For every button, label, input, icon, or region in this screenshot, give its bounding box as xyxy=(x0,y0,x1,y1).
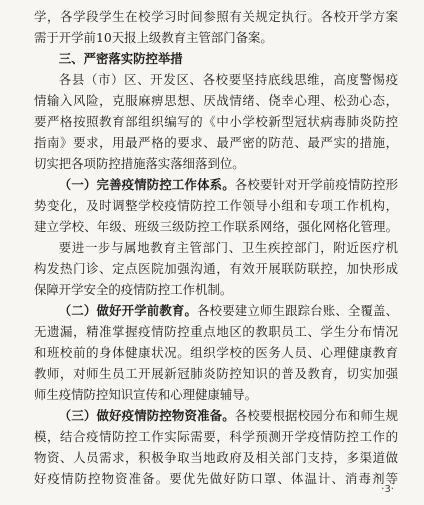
text-line xyxy=(34,90,398,111)
subsection-title: （二）做好开学前教育。 xyxy=(58,303,198,318)
line-text: 情输入风险，克服麻痹思想、厌战情绪、侥幸心理、松劲心态， xyxy=(34,93,398,108)
line-text: 三、严密落实防控举措 xyxy=(58,51,183,66)
line-text: 和班校前的身体健康状况。组织学校的医务人员、心理健康教育 xyxy=(34,345,398,360)
line-text: 各校要建立师生跟踪台账、全覆盖、 xyxy=(197,303,398,318)
text-line xyxy=(34,6,398,27)
document-body xyxy=(34,6,398,489)
line-text: 各县（市）区、开发区、各校要坚持底线思维，高度警惕疫 xyxy=(58,72,398,87)
text-line xyxy=(34,132,398,153)
line-text: 各校要针对开学前疫情防控形 xyxy=(234,177,398,192)
text-line xyxy=(34,321,398,342)
text-line xyxy=(34,300,398,321)
line-text: 需于开学前10天报上级教育主管部门备案。 xyxy=(34,30,273,45)
text-line xyxy=(34,384,398,405)
text-line xyxy=(34,153,398,174)
text-line xyxy=(34,237,398,258)
line-text: 学，各学段学生在校学习时间参照有关规定执行。各校开学方案 xyxy=(34,9,398,24)
text-line xyxy=(34,195,398,216)
text-line xyxy=(34,216,398,237)
text-line xyxy=(34,258,398,279)
line-text: 构发热门诊、定点医院加强沟通，有效开展联防联控，加快形成 xyxy=(34,261,398,276)
line-text: 物资、人员需求，积极争取当地政府及相关部门支持，多渠道做 xyxy=(34,450,398,465)
section-heading xyxy=(34,48,398,69)
line-text: 要严格按照教育部组织编写的《中小学校新型冠状病毒肺炎防控 xyxy=(34,114,398,129)
text-line xyxy=(34,111,398,132)
line-text: 师生疫情防控知识宣传和心理健康辅导。 xyxy=(34,387,258,402)
page-number: ·3· xyxy=(381,484,394,495)
text-line xyxy=(34,69,398,90)
text-line xyxy=(34,174,398,195)
text-line xyxy=(34,342,398,363)
line-text: 好疫情防控物资准备。要优先做好防口罩、体温计、消毒剂等 xyxy=(34,471,398,486)
text-line xyxy=(34,363,398,384)
subsection-title: （一）完善疫情防控工作体系。 xyxy=(58,177,235,192)
line-text: 势变化，及时调整学校疫情防控工作领导小组和专项工作机构， xyxy=(34,198,398,213)
text-line xyxy=(34,447,398,468)
line-text: 保障开学安全的疫情防控工作机制。 xyxy=(34,282,233,297)
line-text: 无遗漏，精准掌握疫情防控重点地区的教职员工、学生分布情况 xyxy=(34,324,398,339)
line-text: 建立学校、年级、班级三级防控工作联系网络，强化网格化管理。 xyxy=(34,219,398,234)
line-text: 教师，对师生员工开展新冠肺炎防控知识的普及教育，切实加强 xyxy=(34,366,398,381)
line-text: 要进一步与属地教育主管部门、卫生疾控部门，附近医疗机 xyxy=(58,240,398,255)
line-text: 各校要根据校园分布和师生规 xyxy=(234,408,398,423)
text-line xyxy=(34,426,398,447)
line-text: 模，结合疫情防控工作实际需要，科学预测开学疫情防控工作的 xyxy=(34,429,398,444)
text-line xyxy=(34,27,398,48)
text-line xyxy=(34,279,398,300)
text-line xyxy=(34,405,398,426)
line-text: 指南》要求，用最严格的要求、最严密的防范、最严实的措施， xyxy=(34,135,398,150)
line-text: 切实把各项防控措施落实落细落到位。 xyxy=(34,156,245,171)
text-line xyxy=(34,468,398,489)
subsection-title: （三）做好疫情防控物资准备。 xyxy=(58,408,235,423)
